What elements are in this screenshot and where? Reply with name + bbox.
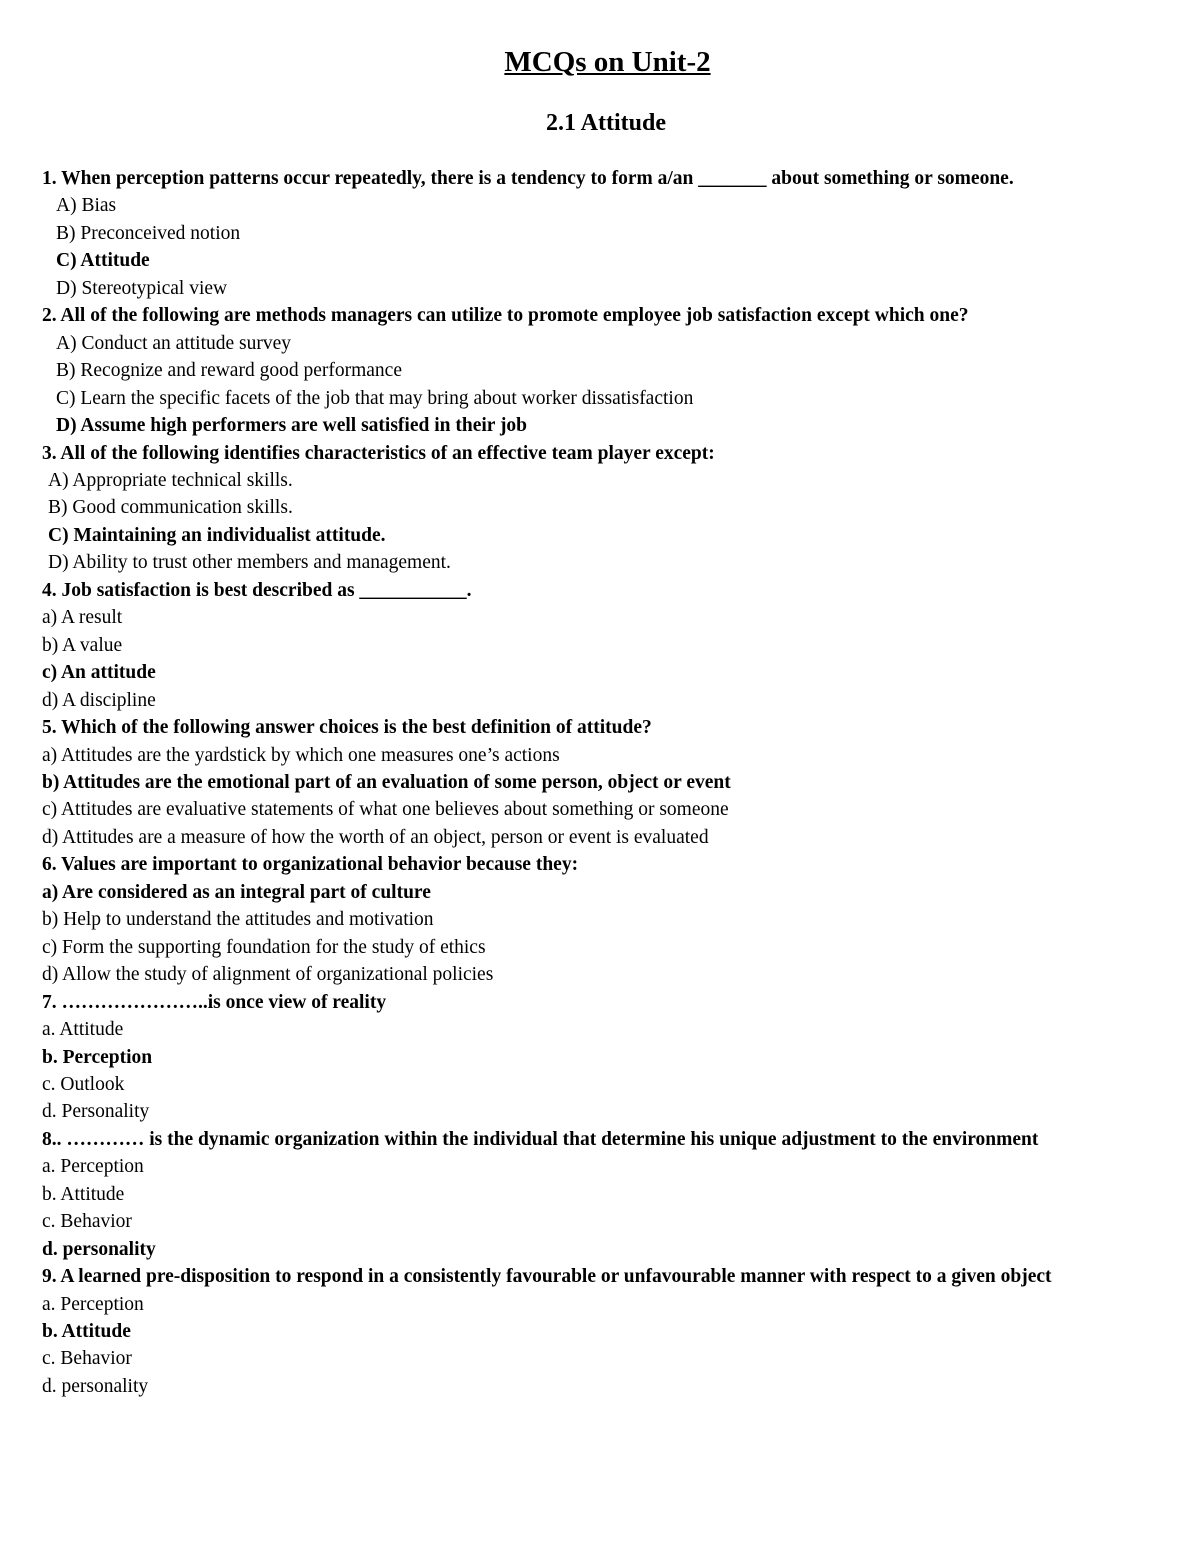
correct-option: C) Attitude (56, 250, 150, 272)
section-heading: 2.1 Attitude (546, 110, 666, 136)
option-item: c. Behavior (42, 1348, 132, 1370)
question-text: 6. Values are important to organizational behavior because they: (42, 854, 579, 876)
option-item: c. Outlook (42, 1073, 125, 1095)
correct-option: b. Attitude (42, 1321, 131, 1343)
option-item: b) Help to understand the attitudes and motivation (42, 909, 434, 931)
question-text: 5. Which of the following answer choices is the best definition of attitude? (42, 717, 652, 739)
correct-option: C) Maintaining an individualist attitude. (48, 524, 386, 546)
option-item: B) Preconceived notion (56, 222, 241, 244)
option-item: b) A value (42, 634, 123, 656)
option-item: d) Allow the study of alignment of organizational policies (42, 964, 494, 986)
option-item: B) Recognize and reward good performance (56, 360, 402, 382)
option-item: b. Attitude (42, 1183, 125, 1205)
option-item: D) Stereotypical view (56, 277, 228, 299)
option-item: A) Conduct an attitude survey (56, 332, 292, 354)
option-item: B) Good communication skills. (48, 497, 293, 519)
correct-option: d. personality (42, 1238, 156, 1260)
option-item: d) Attitudes are a measure of how the worth of an object, person or event is evaluated (42, 826, 709, 848)
question-text: 7. …………………..is once view of reality (42, 991, 387, 1013)
option-item: a. Perception (42, 1293, 144, 1315)
option-item: c) Form the supporting foundation for the study of ethics (42, 936, 486, 958)
question-text: 8.. ………… is the dynamic organization within the individual that determine his unique adjustment to the environment (42, 1128, 1039, 1150)
option-item: a) A result (42, 607, 123, 629)
option-item: a. Perception (42, 1156, 144, 1178)
option-item: D) Ability to trust other members and management. (48, 552, 451, 574)
option-item: d) A discipline (42, 689, 156, 711)
option-item: d. personality (42, 1375, 149, 1397)
option-item: C) Learn the specific facets of the job that may bring about worker dissatisfaction (56, 387, 694, 409)
correct-option: b) Attitudes are the emotional part of an evaluation of some person, object or event (42, 771, 731, 793)
correct-option: b. Perception (42, 1046, 153, 1068)
page-title: MCQs on Unit-2 (504, 46, 711, 78)
question-text: 4. Job satisfaction is best described as ___________. (42, 579, 472, 601)
question-text: 2. All of the following are methods managers can utilize to promote employee job satisfaction except which one? (42, 305, 969, 327)
option-item: c. Behavior (42, 1211, 132, 1233)
question-text: 3. All of the following identifies characteristics of an effective team player except: (42, 442, 715, 464)
question-text: 9. A learned pre-disposition to respond in a consistently favourable or unfavourable manner with respect to a given object (42, 1266, 1052, 1288)
option-item: d. Personality (42, 1101, 150, 1123)
correct-option: D) Assume high performers are well satisfied in their job (56, 415, 528, 437)
question-text: 1. When perception patterns occur repeatedly, there is a tendency to form a/an _______ about something or someone. (42, 168, 1014, 189)
option-item: A) Bias (56, 195, 117, 217)
option-item: a) Attitudes are the yardstick by which one measures one’s actions (42, 744, 560, 766)
mcq-list (42, 165, 1172, 1400)
correct-option: a) Are considered as an integral part of culture (42, 881, 431, 903)
option-item: a. Attitude (42, 1019, 124, 1041)
correct-option: c) An attitude (42, 662, 156, 684)
option-item: c) Attitudes are evaluative statements of what one believes about something or someone (42, 799, 729, 821)
option-item: A) Appropriate technical skills. (48, 469, 293, 491)
